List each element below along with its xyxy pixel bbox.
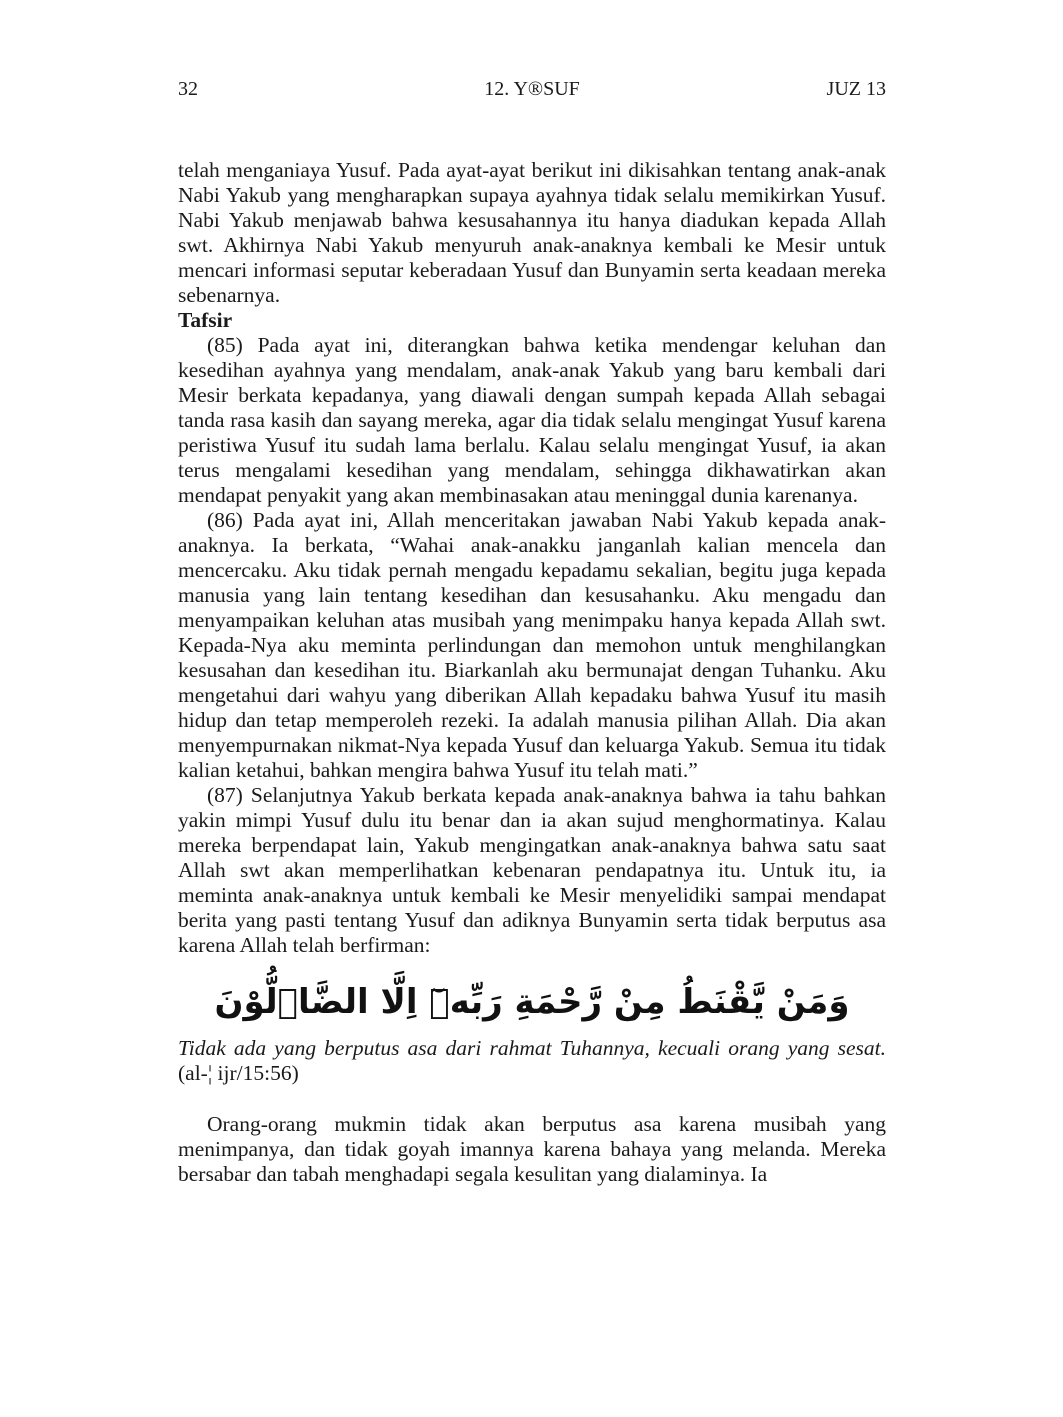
closing-paragraph: Orang-orang mukmin tidak akan berputus asa karena musibah yang menimpanya, dan tidak goyah imannya karena bahaya yang melanda. Mereka bersabar dan tabah menghadapi segala kesulitan yang dialaminya. Ia: [178, 1112, 886, 1186]
body-text: [178, 158, 886, 1187]
running-head: [178, 78, 886, 104]
verse-reference: (al-¦ ijr/15:56): [178, 1061, 299, 1085]
chapter-title: 12. Y®SUF: [484, 78, 580, 100]
page: [178, 78, 886, 1187]
tafsir-paragraph-87: (87) Selanjutnya Yakub berkata kepada anak-anaknya bahwa ia tahu bahkan yakin mimpi Yusuf dulu itu benar dan ia akan sujud menghormatinya. Kalau mereka berpendapat lain, Yakub mengingatkan anak-anaknya bahwa satu saat Allah swt akan memperlihatkan kebenaran pendapatnya itu. Untuk itu, ia meminta anak-anaknya untuk kembali ke Mesir menyelidiki sampai mendapat berita yang pasti tentang Yusuf dan adiknya Bunyamin serta tidak berputus asa karena Allah telah berfirman:: [178, 783, 886, 957]
section-heading: Tafsir: [178, 308, 233, 332]
arabic-verse: وَمَنْ يَّقْنَطُ مِنْ رَّحْمَةِ رَبِّهٖٓ اِلَّا الضَّاۤلُّوْنَ: [214, 982, 850, 1022]
tafsir-paragraph-85: (85) Pada ayat ini, diterangkan bahwa ketika mendengar keluhan dan kesedihan ayahnya yang mendalam, anak-anak Yakub yang baru kembali dari Mesir berkata kepadanya, yang diawali dengan sumpah kepada Allah sebagai tanda rasa kasih dan sayang mereka, agar dia tidak selalu mengingat Yusuf karena peristiwa Yusuf itu sudah lama berlalu. Kalau selalu mengingat Yusuf, ia akan terus mengalami kesedihan yang mendalam, sehingga dikhawatirkan akan mendapat penyakit yang akan membinasakan atau meninggal dunia karenanya.: [178, 333, 886, 507]
translation-text: Tidak ada yang berputus asa dari rahmat Tuhannya, kecuali orang yang sesat.: [178, 1036, 886, 1060]
page-number: 32: [178, 78, 198, 100]
intro-paragraph: telah menganiaya Yusuf. Pada ayat-ayat berikut ini dikisahkan tentang anak-anak Nabi Yakub yang mengharapkan supaya ayahnya tidak selalu memikirkan Yusuf. Nabi Yakub menjawab bahwa kesusahannya itu hanya diadukan kepada Allah swt. Akhirnya Nabi Yakub menyuruh anak-anaknya kembali ke Mesir untuk mencari informasi seputar keberadaan Yusuf dan Bunyamin serta keadaan mereka sebenarnya.: [178, 158, 886, 307]
verse-translation: [178, 1036, 886, 1086]
tafsir-paragraph-86: (86) Pada ayat ini, Allah menceritakan jawaban Nabi Yakub kepada anak-anaknya. Ia berkata, “Wahai anak-anakku janganlah kalian mencela dan mencercaku. Aku tidak pernah mengadu kepadamu sekalian, begitu juga kepada manusia yang lain tentang kesedihan dan kesusahanku. Aku mengadu dan menyampaikan keluhan atas musibah yang menimpaku hanya kepada Allah swt. Kepada-Nya aku meminta perlindungan dan memohon untuk menghilangkan kesusahan dan kesedihan itu. Biarkanlah aku bermunajat dengan Tuhanku. Aku mengetahui dari wahyu yang diberikan Allah kepadaku bahwa Yusuf itu masih hidup dan tetap memperoleh rezeki. Ia adalah manusia pilihan Allah. Dia akan menyempurnakan nikmat-Nya kepada Yusuf dan keluarga Yakub. Semua itu tidak kalian ketahui, bahkan mengira bahwa Yusuf itu telah mati.”: [178, 508, 886, 782]
spacer: [178, 1086, 886, 1112]
juz-label: JUZ 13: [826, 78, 886, 100]
